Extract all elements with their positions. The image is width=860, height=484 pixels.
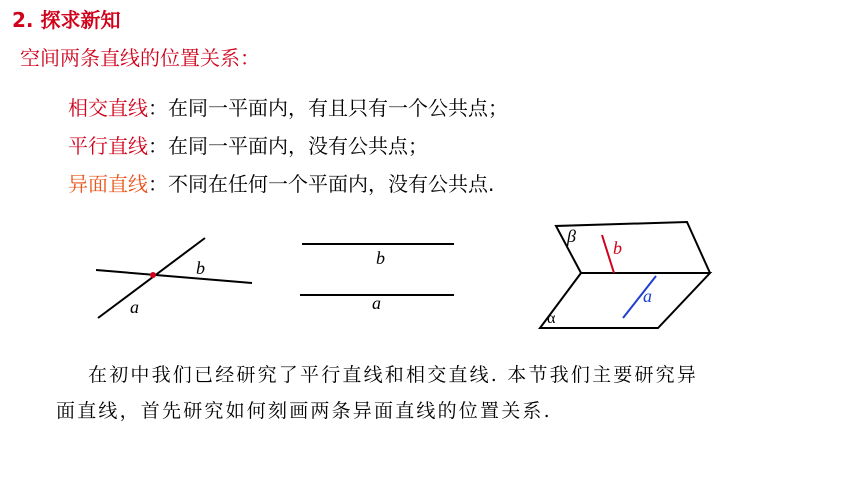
definition-text: 在同一平面内，没有公共点；: [168, 134, 428, 158]
figure-intersecting-lines: [96, 238, 252, 318]
term-parallel: 平行直线: [68, 134, 148, 158]
definition-text: 在同一平面内，有且只有一个公共点；: [168, 96, 508, 120]
figure-skew-lines: [540, 222, 710, 328]
term-intersecting: 相交直线: [68, 96, 148, 120]
label-a: a: [130, 297, 139, 317]
paragraph-line-2: 面直线，首先研究如何刻画两条异面直线的位置关系.: [56, 400, 552, 422]
plane-beta: [556, 222, 710, 273]
definition-colon: ：: [148, 134, 168, 158]
term-skew: 异面直线: [68, 172, 148, 196]
line-b: [96, 270, 252, 283]
figure-parallel-lines: [300, 244, 454, 313]
label-b: b: [196, 258, 205, 278]
label-a: a: [372, 293, 381, 313]
definition-colon: ：: [148, 96, 168, 120]
definition-text: 不同在任何一个平面内，没有公共点.: [168, 172, 495, 196]
label-b: b: [376, 248, 385, 268]
label-b: b: [613, 238, 622, 258]
plane-alpha: [540, 273, 710, 328]
definition-colon: ：: [148, 172, 168, 196]
section-title: 2. 探求新知: [12, 8, 121, 32]
intersection-point: [150, 272, 156, 278]
label-alpha: α: [547, 310, 556, 327]
paragraph-line-1: 在初中我们已经研究了平行直线和相交直线. 本节我们主要研究异: [88, 364, 699, 386]
label-a: a: [643, 286, 652, 306]
subtitle: 空间两条直线的位置关系：: [20, 46, 260, 70]
label-beta: β: [567, 226, 576, 246]
